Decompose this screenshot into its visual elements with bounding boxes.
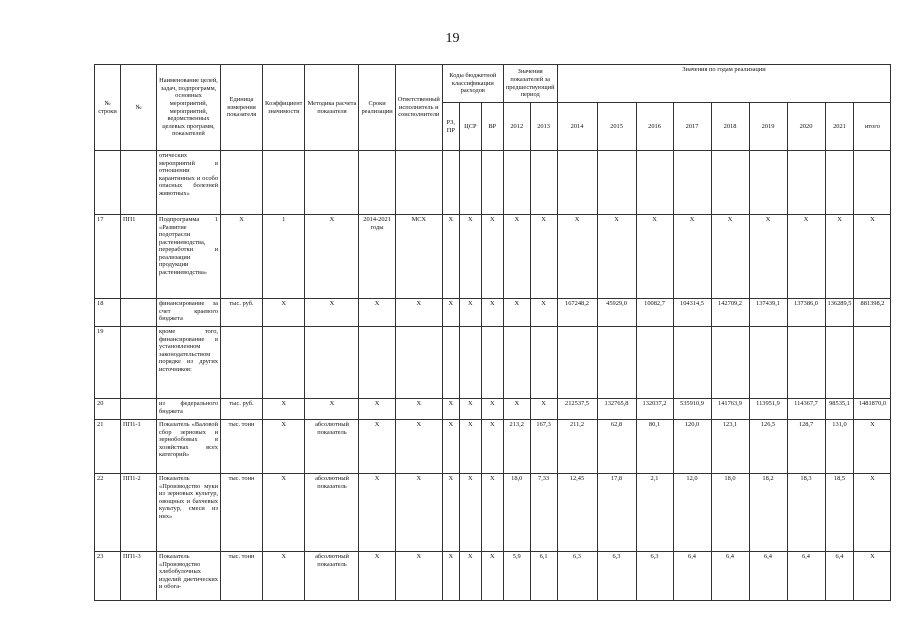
cell-2017: 12,0 — [673, 474, 711, 552]
cell-2020: 18,3 — [787, 474, 825, 552]
cell-coefficient: Х — [263, 420, 305, 474]
page-number: 19 — [445, 31, 460, 46]
cell-2013: 7,33 — [530, 474, 557, 552]
cell-pz: Х — [442, 299, 459, 327]
cell-total — [854, 151, 891, 215]
header-2014: 2014 — [557, 103, 597, 151]
cell-vr — [481, 151, 503, 215]
header-method: Методика расчета показателя — [305, 65, 359, 151]
cell-2017: 535910,9 — [673, 399, 711, 420]
cell-method: абсолютный показатель — [305, 474, 359, 552]
cell-vr — [481, 327, 503, 399]
header-unit: Единица измерения показателя — [221, 65, 263, 151]
cell-row-number: 17 — [95, 215, 121, 299]
cell-2020: 114367,7 — [787, 399, 825, 420]
header-2017: 2017 — [673, 103, 711, 151]
cell-vr: Х — [481, 420, 503, 474]
cell-total: Х — [854, 552, 891, 601]
cell-2019: 6,4 — [749, 552, 787, 601]
cell-coefficient: Х — [263, 399, 305, 420]
cell-responsible: МСХ — [395, 215, 442, 299]
cell-responsible — [395, 151, 442, 215]
cell-2015: 6,3 — [597, 552, 636, 601]
cell-responsible: Х — [395, 474, 442, 552]
table-row — [95, 399, 891, 420]
cell-2018: 6,4 — [711, 552, 749, 601]
header-coefficient: Коэффициент значимости — [263, 65, 305, 151]
cell-total: Х — [854, 420, 891, 474]
cell-row-number: 23 — [95, 552, 121, 601]
cell-code: ПП1-1 — [121, 420, 157, 474]
cell-2019: 113951,9 — [749, 399, 787, 420]
cell-2015: 45929,0 — [597, 299, 636, 327]
cell-code — [121, 299, 157, 327]
cell-name: кроме того, финансирование в установленном законодательством порядке из других источников: — [157, 327, 221, 399]
cell-2020: 137386,0 — [787, 299, 825, 327]
cell-unit: тыс. руб. — [221, 399, 263, 420]
cell-pz — [442, 151, 459, 215]
header-term: Сроки реализации — [359, 65, 395, 151]
cell-2015: 62,8 — [597, 420, 636, 474]
cell-2021: 98535,1 — [825, 399, 854, 420]
cell-csr: Х — [459, 420, 481, 474]
cell-2019 — [749, 327, 787, 399]
cell-2016: 80,1 — [636, 420, 673, 474]
cell-unit: тыс. руб. — [221, 299, 263, 327]
cell-csr — [459, 327, 481, 399]
header-csr: ЦСР — [459, 103, 481, 151]
cell-2020: 6,4 — [787, 552, 825, 601]
table-row — [95, 327, 891, 399]
cell-2015: 132765,8 — [597, 399, 636, 420]
header-row-no: № строки — [95, 65, 121, 151]
cell-2021: 6,4 — [825, 552, 854, 601]
cell-2012: 213,2 — [503, 420, 530, 474]
cell-2012: 5,9 — [503, 552, 530, 601]
cell-2020 — [787, 151, 825, 215]
cell-code: ПП1-2 — [121, 474, 157, 552]
cell-2017: 104314,5 — [673, 299, 711, 327]
cell-total — [854, 327, 891, 399]
cell-method: Х — [305, 215, 359, 299]
cell-term: Х — [359, 399, 395, 420]
cell-2016 — [636, 151, 673, 215]
indicators-table — [94, 64, 891, 601]
table-row — [95, 552, 891, 601]
cell-2015 — [597, 327, 636, 399]
cell-coefficient — [263, 151, 305, 215]
cell-2018: 141763,9 — [711, 399, 749, 420]
cell-code: ПП1 — [121, 215, 157, 299]
cell-responsible: Х — [395, 420, 442, 474]
header-2013: 2013 — [530, 103, 557, 151]
cell-2017 — [673, 327, 711, 399]
cell-vr: Х — [481, 474, 503, 552]
cell-2014: Х — [557, 215, 597, 299]
cell-2020: Х — [787, 215, 825, 299]
cell-2016 — [636, 327, 673, 399]
table-body — [95, 151, 891, 601]
cell-2012 — [503, 327, 530, 399]
cell-method: абсолютный показатель — [305, 552, 359, 601]
cell-2013: 6,1 — [530, 552, 557, 601]
table-row — [95, 474, 891, 552]
header-2016: 2016 — [636, 103, 673, 151]
header-pz: РЗ, ПР — [442, 103, 459, 151]
table-row — [95, 299, 891, 327]
cell-total: Х — [854, 474, 891, 552]
cell-name: отических мероприятий в отношении карантинных и особо опасных болезней животных» — [157, 151, 221, 215]
cell-2013: Х — [530, 299, 557, 327]
cell-2021 — [825, 327, 854, 399]
cell-2020: 128,7 — [787, 420, 825, 474]
cell-unit — [221, 151, 263, 215]
cell-pz — [442, 327, 459, 399]
cell-responsible: Х — [395, 299, 442, 327]
cell-unit: тыс. тонн — [221, 474, 263, 552]
cell-pz: Х — [442, 552, 459, 601]
cell-code: ПП1-3 — [121, 552, 157, 601]
cell-method: Х — [305, 399, 359, 420]
cell-2019: Х — [749, 215, 787, 299]
cell-method — [305, 151, 359, 215]
cell-2021: 136289,5 — [825, 299, 854, 327]
cell-method: абсолютный показатель — [305, 420, 359, 474]
cell-method: Х — [305, 299, 359, 327]
cell-term: Х — [359, 474, 395, 552]
cell-coefficient: 1 — [263, 215, 305, 299]
cell-vr: Х — [481, 552, 503, 601]
cell-row-number — [95, 151, 121, 215]
cell-pz: Х — [442, 399, 459, 420]
cell-2021 — [825, 151, 854, 215]
cell-csr — [459, 151, 481, 215]
cell-unit — [221, 327, 263, 399]
cell-2017 — [673, 151, 711, 215]
cell-2018 — [711, 151, 749, 215]
header-responsible: Ответственный исполнитель и соисполнители — [395, 65, 442, 151]
cell-row-number: 22 — [95, 474, 121, 552]
cell-2018: 142709,2 — [711, 299, 749, 327]
cell-term — [359, 151, 395, 215]
cell-unit: тыс. тонн — [221, 420, 263, 474]
cell-2016: Х — [636, 215, 673, 299]
cell-2014: 12,45 — [557, 474, 597, 552]
cell-code — [121, 151, 157, 215]
header-total: итого — [854, 103, 891, 151]
cell-2016: 2,1 — [636, 474, 673, 552]
cell-term: Х — [359, 299, 395, 327]
cell-2021: Х — [825, 215, 854, 299]
cell-2014: 6,3 — [557, 552, 597, 601]
cell-responsible — [395, 327, 442, 399]
cell-2012: 18,0 — [503, 474, 530, 552]
cell-term: Х — [359, 552, 395, 601]
cell-2014: 211,2 — [557, 420, 597, 474]
cell-2016: 132037,2 — [636, 399, 673, 420]
cell-vr: Х — [481, 399, 503, 420]
cell-name: Показатель «Валовой сбор зерновых и зернобобовых в хозяйствах всех категорий» — [157, 420, 221, 474]
cell-row-number: 18 — [95, 299, 121, 327]
cell-row-number: 21 — [95, 420, 121, 474]
cell-2018: Х — [711, 215, 749, 299]
cell-2012: Х — [503, 215, 530, 299]
cell-pz: Х — [442, 420, 459, 474]
cell-name: финансирование за счет краевого бюджета — [157, 299, 221, 327]
cell-2014: 167248,2 — [557, 299, 597, 327]
cell-name: Показатель «Производство муки из зерновых культур, овощных и бахчевых культур, смеси из них» — [157, 474, 221, 552]
cell-code — [121, 399, 157, 420]
header-prev-values: Значения показателей за предшествующий период — [503, 65, 557, 103]
header-vr: ВР — [481, 103, 503, 151]
header-2012: 2012 — [503, 103, 530, 151]
cell-coefficient: Х — [263, 299, 305, 327]
cell-vr: Х — [481, 299, 503, 327]
cell-code — [121, 327, 157, 399]
cell-coefficient — [263, 327, 305, 399]
cell-unit: Х — [221, 215, 263, 299]
cell-2018: 18,0 — [711, 474, 749, 552]
cell-2015: 17,8 — [597, 474, 636, 552]
cell-2017: Х — [673, 215, 711, 299]
cell-term: Х — [359, 420, 395, 474]
cell-unit: тыс. тонн — [221, 552, 263, 601]
cell-2014: 212537,5 — [557, 399, 597, 420]
cell-2013: Х — [530, 399, 557, 420]
cell-coefficient: Х — [263, 552, 305, 601]
cell-2017: 6,4 — [673, 552, 711, 601]
cell-2014 — [557, 327, 597, 399]
cell-2015 — [597, 151, 636, 215]
cell-vr: Х — [481, 215, 503, 299]
cell-csr: Х — [459, 474, 481, 552]
cell-total: 1481870,0 — [854, 399, 891, 420]
cell-2018 — [711, 327, 749, 399]
cell-method — [305, 327, 359, 399]
cell-pz: Х — [442, 215, 459, 299]
table-row — [95, 215, 891, 299]
cell-2013 — [530, 151, 557, 215]
cell-total: Х — [854, 215, 891, 299]
header-name: Наименование целей, задач, подпрограмм, основных мероприятий, мероприятий, ведомственных целевых программ, показателей — [157, 65, 221, 151]
cell-responsible: Х — [395, 399, 442, 420]
cell-2019: 18,2 — [749, 474, 787, 552]
cell-2019: 137439,1 — [749, 299, 787, 327]
cell-2014 — [557, 151, 597, 215]
cell-2018: 123,1 — [711, 420, 749, 474]
cell-term: 2014-2021 годы — [359, 215, 395, 299]
cell-2020 — [787, 327, 825, 399]
table-row — [95, 420, 891, 474]
header-years-values: Значения по годам реализации — [557, 65, 891, 103]
cell-name: из федерального бюджета — [157, 399, 221, 420]
cell-2012 — [503, 151, 530, 215]
cell-row-number: 19 — [95, 327, 121, 399]
cell-2017: 120,0 — [673, 420, 711, 474]
cell-row-number: 20 — [95, 399, 121, 420]
table-row — [95, 151, 891, 215]
cell-csr: Х — [459, 299, 481, 327]
cell-2013 — [530, 327, 557, 399]
cell-total: 881398,2 — [854, 299, 891, 327]
header-code: № — [121, 65, 157, 151]
cell-2019: 126,5 — [749, 420, 787, 474]
cell-csr: Х — [459, 399, 481, 420]
cell-name: Показатель «Производство хлебобулочных изделий диетических и обога- — [157, 552, 221, 601]
cell-coefficient: Х — [263, 474, 305, 552]
cell-csr: Х — [459, 552, 481, 601]
cell-2016: 6,3 — [636, 552, 673, 601]
cell-responsible: Х — [395, 552, 442, 601]
header-2018: 2018 — [711, 103, 749, 151]
cell-2015: Х — [597, 215, 636, 299]
cell-2021: 131,0 — [825, 420, 854, 474]
cell-csr: Х — [459, 215, 481, 299]
cell-2012: Х — [503, 399, 530, 420]
cell-2013: Х — [530, 215, 557, 299]
header-2020: 2020 — [787, 103, 825, 151]
cell-2013: 167,3 — [530, 420, 557, 474]
header-budget-codes: Коды бюджетной классификации расходов — [442, 65, 503, 103]
cell-2016: 10082,7 — [636, 299, 673, 327]
header-2021: 2021 — [825, 103, 854, 151]
cell-2012: Х — [503, 299, 530, 327]
header-2015: 2015 — [597, 103, 636, 151]
cell-name: Подпрограмма 1 «Развитие подотрасли растениеводства, переработки и реализации продукции растениеводства» — [157, 215, 221, 299]
cell-2019 — [749, 151, 787, 215]
cell-pz: Х — [442, 474, 459, 552]
cell-term — [359, 327, 395, 399]
header-2019: 2019 — [749, 103, 787, 151]
cell-2021: 18,5 — [825, 474, 854, 552]
